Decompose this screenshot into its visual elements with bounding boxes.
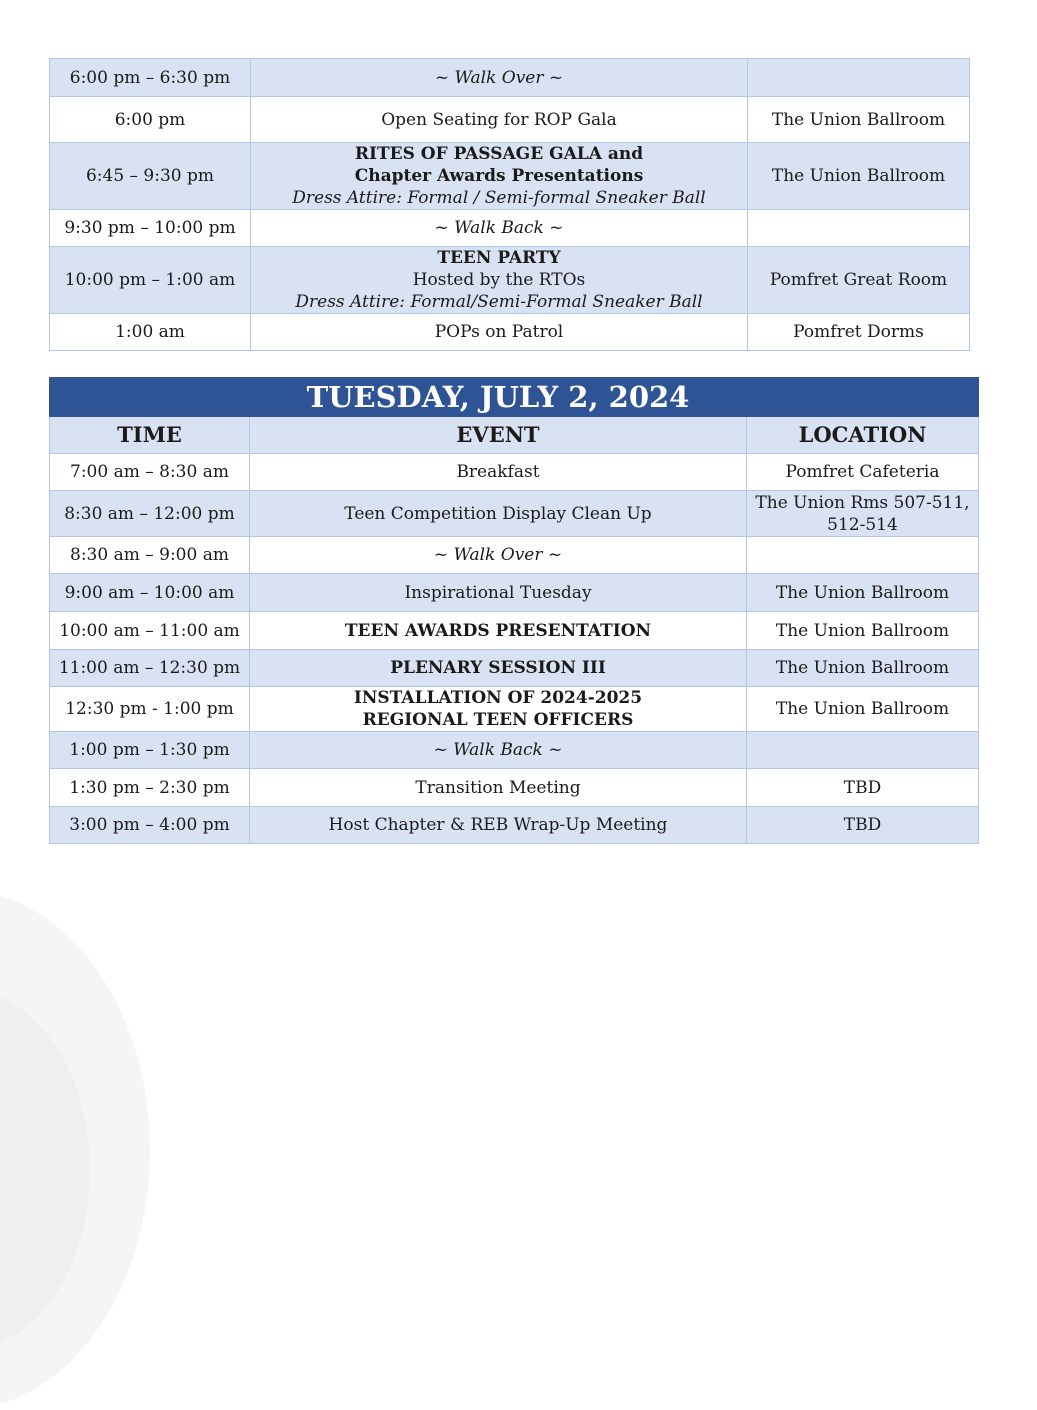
- event-cell: Host Chapter & REB Wrap-Up Meeting: [250, 807, 747, 844]
- time-cell: 11:00 am – 12:30 pm: [50, 650, 250, 687]
- event-cell: [251, 247, 748, 314]
- time-cell: 6:45 – 9:30 pm: [50, 143, 251, 210]
- time-cell: 6:00 pm – 6:30 pm: [50, 59, 251, 97]
- event-cell: TEEN AWARDS PRESENTATION: [250, 612, 747, 650]
- event-attire-line: Dress Attire: Formal/Semi-Formal Sneaker Ball: [295, 292, 703, 312]
- event-cell: Teen Competition Display Clean Up: [250, 491, 747, 537]
- table-row: [50, 537, 979, 574]
- event-subtitle-line: Hosted by the RTOs: [412, 270, 586, 290]
- monday-schedule-table: [49, 58, 970, 351]
- table-row: [50, 574, 979, 612]
- table-row: [50, 612, 979, 650]
- time-cell: 10:00 pm – 1:00 am: [50, 247, 251, 314]
- location-line: The Union Rms 507-511,: [755, 492, 970, 513]
- event-cell: PLENARY SESSION III: [250, 650, 747, 687]
- time-cell: 1:30 pm – 2:30 pm: [50, 769, 250, 807]
- location-cell: Pomfret Great Room: [748, 247, 970, 314]
- time-cell: 6:00 pm: [50, 97, 251, 143]
- location-cell: The Union Ballroom: [748, 143, 970, 210]
- location-cell: The Union Ballroom: [747, 574, 979, 612]
- event-cell: ~ Walk Over ~: [250, 537, 747, 574]
- table-row: [50, 97, 970, 143]
- table-row: [50, 807, 979, 844]
- location-cell: TBD: [747, 769, 979, 807]
- table-row: [50, 769, 979, 807]
- time-cell: 1:00 pm – 1:30 pm: [50, 732, 250, 769]
- time-cell: 1:00 am: [50, 314, 251, 351]
- table-row: [50, 59, 970, 97]
- table-row: [50, 314, 970, 351]
- event-cell: ~ Walk Over ~: [251, 59, 748, 97]
- time-cell: 7:00 am – 8:30 am: [50, 454, 250, 491]
- location-cell: [748, 59, 970, 97]
- event-cell: [250, 687, 747, 732]
- table-row: [50, 210, 970, 247]
- time-cell: 8:30 am – 12:00 pm: [50, 491, 250, 537]
- location-cell: Pomfret Cafeteria: [747, 454, 979, 491]
- table-row: [50, 732, 979, 769]
- event-cell: ~ Walk Back ~: [251, 210, 748, 247]
- day-title: TUESDAY, JULY 2, 2024: [250, 378, 747, 417]
- event-cell: Transition Meeting: [250, 769, 747, 807]
- day-banner-row: [50, 378, 979, 417]
- location-cell: TBD: [747, 807, 979, 844]
- time-cell: 10:00 am – 11:00 am: [50, 612, 250, 650]
- time-cell: 9:00 am – 10:00 am: [50, 574, 250, 612]
- event-title-line: RITES OF PASSAGE GALA and: [354, 144, 644, 164]
- time-cell: 9:30 pm – 10:00 pm: [50, 210, 251, 247]
- location-cell: The Union Ballroom: [748, 97, 970, 143]
- location-cell: [747, 732, 979, 769]
- time-cell: 3:00 pm – 4:00 pm: [50, 807, 250, 844]
- table-row: [50, 687, 979, 732]
- location-cell: [748, 210, 970, 247]
- table-row: [50, 491, 979, 537]
- location-line: 512-514: [827, 514, 898, 535]
- location-cell: [747, 491, 979, 537]
- table-row: [50, 247, 970, 314]
- event-header: EVENT: [250, 417, 747, 454]
- event-cell: Open Seating for ROP Gala: [251, 97, 748, 143]
- location-cell: The Union Ballroom: [747, 612, 979, 650]
- event-title-line: TEEN PARTY: [437, 248, 561, 268]
- time-header: TIME: [50, 417, 250, 454]
- column-header-row: [50, 417, 979, 454]
- event-cell: POPs on Patrol: [251, 314, 748, 351]
- location-cell: Pomfret Dorms: [748, 314, 970, 351]
- time-cell: 8:30 am – 9:00 am: [50, 537, 250, 574]
- event-title-line: Chapter Awards Presentations: [354, 166, 644, 186]
- event-attire-line: Dress Attire: Formal / Semi-formal Sneaker Ball: [292, 188, 706, 208]
- event-cell: Inspirational Tuesday: [250, 574, 747, 612]
- event-title-line: REGIONAL TEEN OFFICERS: [362, 710, 634, 730]
- table-row: [50, 650, 979, 687]
- location-header: LOCATION: [747, 417, 979, 454]
- location-cell: [747, 537, 979, 574]
- event-cell: ~ Walk Back ~: [250, 732, 747, 769]
- table-row: [50, 143, 970, 210]
- tuesday-schedule-table: [49, 377, 979, 844]
- event-cell: [251, 143, 748, 210]
- event-title-line: INSTALLATION OF 2024-2025: [353, 688, 643, 708]
- table-row: [50, 454, 979, 491]
- time-cell: 12:30 pm - 1:00 pm: [50, 687, 250, 732]
- location-cell: The Union Ballroom: [747, 650, 979, 687]
- event-cell: Breakfast: [250, 454, 747, 491]
- location-cell: The Union Ballroom: [747, 687, 979, 732]
